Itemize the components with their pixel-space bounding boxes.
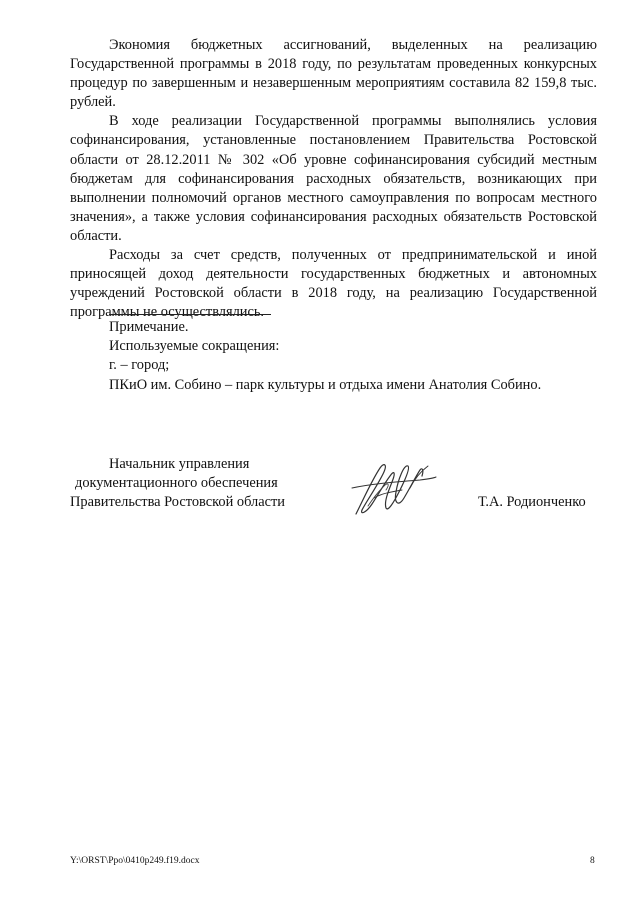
abbreviations-note (109, 318, 541, 395)
note-title: Примечание. (109, 319, 189, 335)
paragraph-savings: Экономия бюджетных ассигнований, выделенных на реализацию Государственной программы в 2018 году, по результатам проведенных конкурсных процедур по завершенным и незавершенным мероприятиям составила 82 159,8 тыс. рублей. (70, 37, 597, 111)
paragraph-expenses: Расходы за счет средств, полученных от предпринимательской и иной приносящей доход деятельности государственных бюджетных и автономных учреждений Ростовской области в 2018 году, на реализацию Государственной программы не осуществлялись. (70, 247, 597, 321)
position-line-1: Начальник управления (109, 456, 250, 472)
position-line-3: Правительства Ростовской области (70, 494, 285, 511)
paragraph-cofinancing: В ходе реализации Государственной программы выполнялись условия софинансирования, установленные постановлением Правительства Ростовской области от 28.12.2011 № 302 «Об уровне софинансирования субсидий местным бюджетам для софинансирования расходных обязательств, возникающих при выполнении полномочий органов местного самоуправления по вопросам местного значения», а также условия софинансирования расходных обязательств Ростовской области. (70, 113, 597, 244)
footnote-separator (109, 314, 271, 315)
position-line-2: документационного обеспечения (75, 475, 278, 492)
signatory-position (70, 455, 300, 513)
handwritten-signature (350, 458, 438, 520)
signatory-name: Т.А. Родионченко (478, 494, 586, 510)
page-number: 8 (590, 856, 595, 866)
body-text (70, 36, 597, 322)
note-item-city: г. – город; (109, 357, 170, 374)
footer-file-path: Y:\ORST\Ppo\0410p249.f19.docx (70, 856, 200, 866)
note-subtitle: Используемые сокращения: (109, 338, 280, 355)
note-item-park: ПКиО им. Собино – парк культуры и отдыха имени Анатолия Собино. (109, 376, 542, 393)
